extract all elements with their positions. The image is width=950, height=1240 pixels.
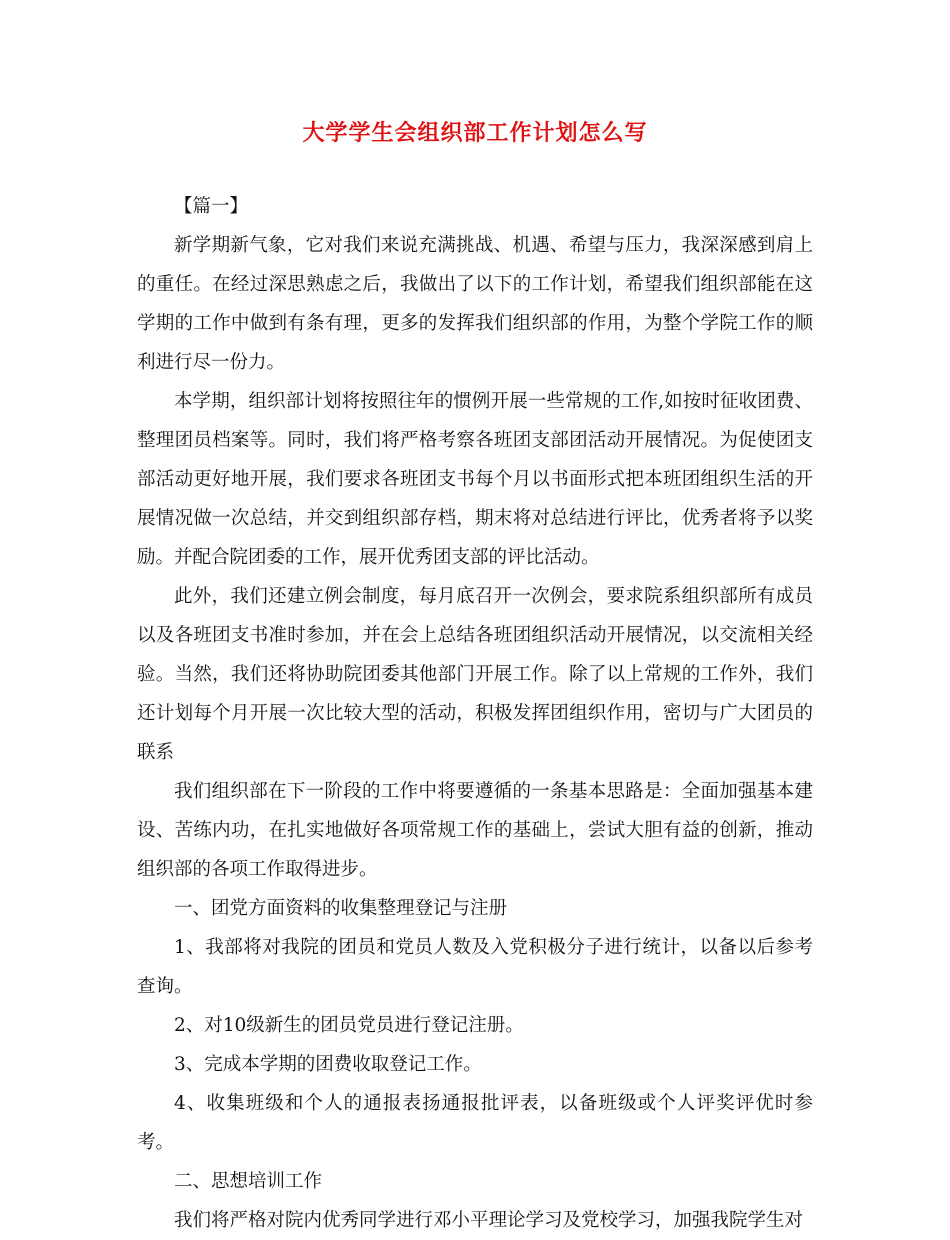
section-heading: 二、思想培训工作 xyxy=(174,1171,323,1192)
paragraph: 我们组织部在下一阶段的工作中将要遵循的一条基本思路是：全面加强基本建设、苦练内功，在扎实地做好各项常规工作的基础上，尝试大胆有益的创新，推动组织部的各项工作取得进步。 xyxy=(137,781,813,880)
paragraph: 新学期新气象，它对我们来说充满挑战、机遇、希望与压力，我深深感到肩上的重任。在经过深思熟虑之后，我做出了以下的工作计划，希望我们组织部能在这学期的工作中做到有条有理，更多的发挥我们组织部的作用，为整个学院工作的顺利进行尽一份力。 xyxy=(137,235,813,373)
paragraph: 本学期，组织部计划将按照往年的惯例开展一些常规的工作,如按时征收团费、整理团员档案等。同时，我们将严格考察各班团支部团活动开展情况。为促使团支部活动更好地开展，我们要求各班团支书每个月以书面形式把本班团组织生活的开展情况做一次总结，并交到组织部存档，期末将对总结进行评比，优秀者将予以奖励。并配合院团委的工作，展开优秀团支部的评比活动。 xyxy=(137,391,813,568)
list-item: 1、我部将对我院的团员和党员人数及入党积极分子进行统计，以备以后参考查询。 xyxy=(137,937,813,997)
paragraph: 我们将严格对院内优秀同学进行邓小平理论学习及党校学习，加强我院学生对 xyxy=(174,1210,804,1231)
list-item: 4、收集班级和个人的通报表扬通报批评表，以备班级或个人评奖评优时参考。 xyxy=(137,1093,813,1153)
document-title: 大学学生会组织部工作计划怎么写 xyxy=(302,120,648,146)
list-item: 3、完成本学期的团费收取登记工作。 xyxy=(174,1054,482,1075)
section-heading: 一、团党方面资料的收集整理登记与注册 xyxy=(174,898,508,919)
section-label: 【篇一】 xyxy=(174,196,249,217)
list-item: 2、对10级新生的团员党员进行登记注册。 xyxy=(174,1015,524,1036)
paragraph: 此外，我们还建立例会制度，每月底召开一次例会，要求院系组织部所有成员以及各班团支书准时参加，并在会上总结各班团组织活动开展情况，以交流相关经验。当然，我们还将协助院团委其他部门开展工作。除了以上常规的工作外，我们还计划每个月开展一次比较大型的活动，积极发挥团组织作用，密切与广大团员的联系 xyxy=(137,586,813,763)
document-body xyxy=(137,187,813,1240)
